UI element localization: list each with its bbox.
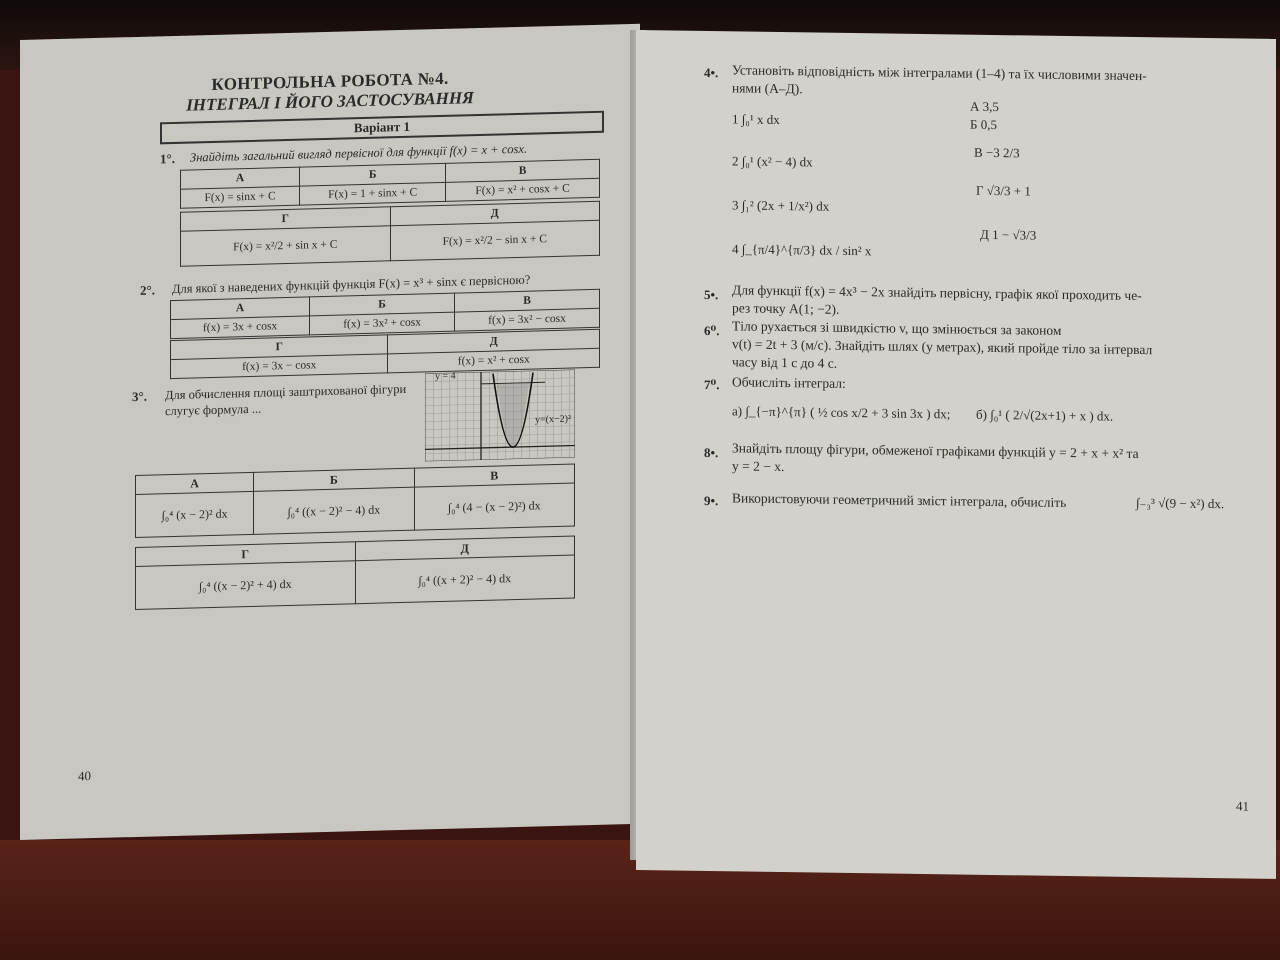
q6-number: 6⁰. [704,322,720,339]
q2-option-a: f(x) = 3x + cosx [171,316,310,339]
q4-value-e: Д 1 − √3/3 [980,226,1037,243]
right-page [636,30,1276,879]
q7-number: 7⁰. [704,376,720,393]
q5-text-line1: Для функції f(x) = 4x³ − 2x знайдіть первісну, графік якої проходить че- [732,282,1142,304]
q3-option-d: ∫₀⁴ ((x − 2)² + 4) dx [136,561,356,610]
q6-text-line1: Тіло рухається зі швидкістю v, що змінюється за законом [732,318,1062,338]
q2-header-d: Г [171,335,388,360]
q9-integral: ∫₋₃³ √(9 − x²) dx. [1136,494,1225,512]
q1-option-e: F(x) = x²/2 − sin x + C [390,220,600,260]
q2-header-a: А [171,297,310,320]
q1-header-c: В [446,159,600,182]
q1-header-e: Д [390,201,600,225]
q4-text-line2: нями (А–Д). [732,80,803,97]
q2-option-c: f(x) = 3x² − cosx [455,308,600,331]
q4-value-b: Б 0,5 [970,116,997,133]
q1-answer-table [180,159,600,209]
q4-integral-4: 4 ∫_{π/4}^{π/3} dx / sin² x [732,241,872,259]
q4-text-line1: Установіть відповідність між інтегралами (1–4) та їх числовими значен- [732,62,1147,84]
q3-option-a: ∫₀⁴ (x − 2)² dx [136,491,254,537]
q2-option-e: f(x) = x² + cosx [388,348,600,373]
page-number-right: 41 [1236,798,1249,814]
q8-text-line1: Знайдіть площу фігури, обмеженої графіками функцій y = 2 + x + x² та [732,440,1139,462]
q3-header-b: Б [254,468,414,491]
q4-integral-2: 2 ∫₀¹ (x² − 4) dx [732,153,813,170]
q2-header-c: В [455,289,600,312]
q1-option-c: F(x) = x² + cosx + C [446,178,600,201]
q3-option-c: ∫₀⁴ (4 − (x − 2)²) dx [414,483,574,530]
q4-integral-3: 3 ∫₁² (2x + 1/x²) dx [732,197,830,214]
q1-option-a: F(x) = sinx + C [181,186,300,208]
q2-text: Для якої з наведених функцій функція F(x) = x³ + sinx є первісною? [172,272,531,297]
page-title: КОНТРОЛЬНА РОБОТА №4. [211,68,449,94]
q4-value-c: В −3 2/3 [974,144,1020,161]
q7-part-b: б) ∫₀¹ ( 2/√(2x+1) + x ) dx. [976,406,1114,424]
q3-answer-table-2 [135,535,575,610]
q3-header-d: Г [136,542,356,567]
q6-text-line2: v(t) = 2t + 3 (м/с). Знайдіть шлях (у метрах), який пройде тіло за інтервал [732,336,1153,358]
q1-header-d: Г [181,207,391,231]
q3-header-c: В [414,464,574,487]
q2-header-e: Д [388,329,600,354]
q8-text-line2: y = 2 − x. [732,458,785,475]
q2-header-b: Б [310,293,455,316]
q4-integral-1: 1 ∫₀¹ x dx [732,111,780,128]
q3-number: 3°. [132,388,147,405]
q1-number: 1°. [160,150,175,167]
page-subtitle: ІНТЕГРАЛ І ЙОГО ЗАСТОСУВАННЯ [186,88,474,115]
q5-text-line2: рез точку A(1; −2). [732,300,840,317]
q3-text-line1: Для обчислення площі заштрихованої фігури [165,381,407,403]
q9-number: 9•. [704,492,719,509]
q7-text: Обчисліть інтеграл: [732,374,846,391]
q1-option-b: F(x) = 1 + sinx + C [300,182,446,205]
q4-value-d: Г √3/3 + 1 [976,182,1031,199]
q3-graph-label-top: y = 4 [435,370,456,383]
q2-option-b: f(x) = 3x² + cosx [310,312,455,335]
q3-graph-label-curve: y=(x−2)² [535,413,571,426]
q3-option-b: ∫₀⁴ ((x − 2)² − 4) dx [254,487,414,534]
q1-text: Знайдіть загальний вигляд первісної для функції f(x) = x + cosx. [190,141,528,165]
q3-text-line2: слугує формула ... [165,401,262,419]
variant-header: Варіант 1 [160,111,604,145]
q2-option-d: f(x) = 3x − cosx [171,354,388,379]
left-page [20,24,640,840]
q1-option-d: F(x) = x²/2 + sin x + C [181,226,391,266]
q5-number: 5•. [704,286,719,303]
q8-number: 8•. [704,444,719,461]
q3-graph [425,369,575,461]
q2-number: 2°. [140,282,155,298]
q7-part-a: а) ∫_{−π}^{π} ( ½ cos x/2 + 3 sin 3x ) dx; [732,403,951,422]
q3-option-e: ∫₀⁴ ((x + 2)² − 4) dx [355,555,575,604]
q6-text-line3: часу від 1 с до 4 с. [732,354,838,371]
q4-number: 4•. [704,64,719,81]
q1-answer-table-2 [180,201,600,267]
q9-text: Використовуючи геометричний зміст інтеграла, обчисліть [732,490,1067,511]
q1-header-b: Б [300,163,446,186]
page-number-left: 40 [78,768,91,784]
q4-value-a: А 3,5 [970,98,999,115]
q3-answer-table [135,463,575,538]
q3-header-a: А [136,472,254,494]
q3-header-e: Д [355,536,575,561]
q1-header-a: А [181,167,300,189]
